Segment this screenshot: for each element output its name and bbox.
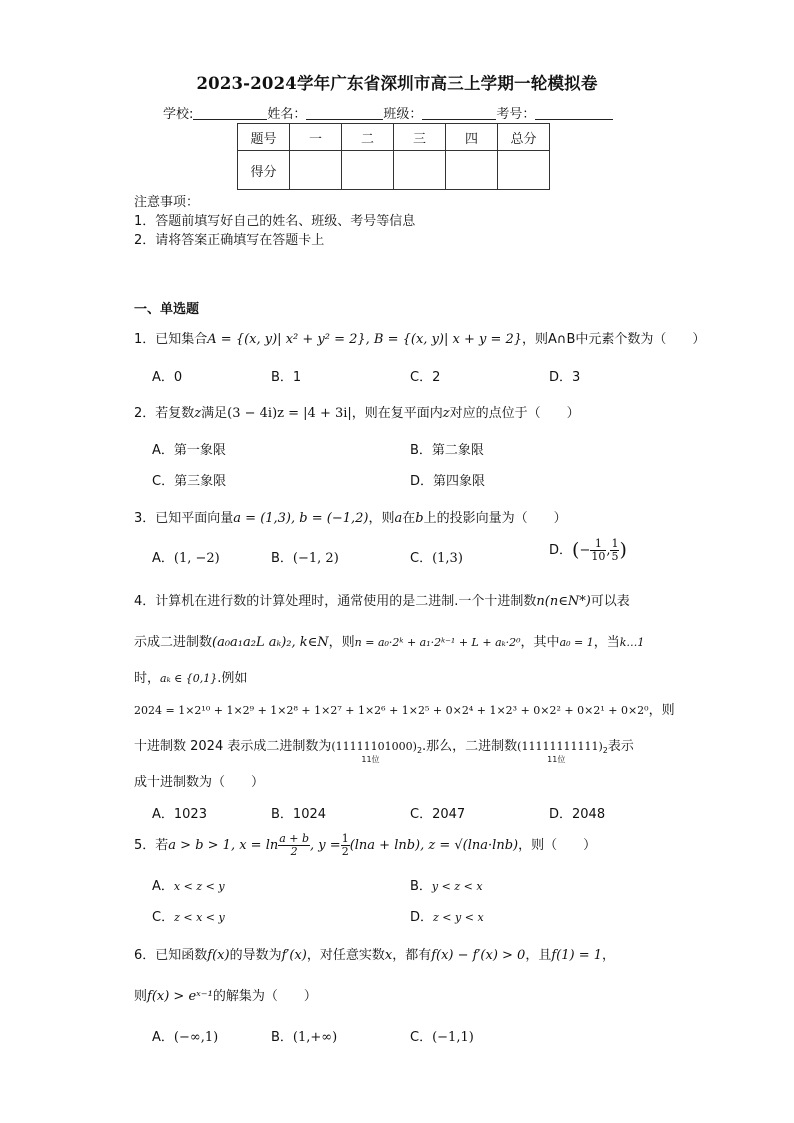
name-label: 姓名： (267, 107, 307, 122)
id-label: 考号： (496, 107, 536, 122)
score-header-cell: 一 (290, 124, 342, 151)
q5-math: a > b > 1, x = ln (168, 838, 279, 853)
notes-block (134, 193, 415, 250)
q6-option-c[interactable] (410, 1026, 474, 1045)
q1-suffix: ，则A∩B中元素个数为（ ） (522, 332, 706, 347)
score-header-cell: 三 (394, 124, 446, 151)
score-cell[interactable] (498, 151, 550, 190)
fraction: $\frac{1}{2}$ (341, 832, 349, 858)
q2-suffix: 对应的点位于（ ） (449, 406, 580, 421)
q1-prefix: 1．已知集合 (134, 332, 208, 347)
q2-equation: (3 − 4i)z = |4 + 3i| (227, 406, 352, 421)
notes-title: 注意事项： (134, 195, 200, 210)
q6-math: f(x) (207, 948, 230, 963)
q6-text: ，都有 (392, 948, 432, 963)
option-label: C． (152, 910, 175, 925)
option-label: C． (410, 1030, 433, 1045)
school-label: 学校: (163, 107, 194, 122)
q4-binary-1 (331, 739, 423, 764)
q1-option-b[interactable]: B．1 (271, 370, 302, 385)
q5-option-a[interactable] (152, 875, 225, 894)
q4-option-d[interactable]: D．2048 (549, 807, 606, 822)
q6-math: f(x) > eˣ⁻¹ (147, 989, 213, 1004)
q6-text: 的导数为 (229, 948, 282, 963)
q6-text: ，对任意实数 (306, 948, 385, 963)
q3-mid: ，则 (368, 511, 395, 526)
q3-option-c[interactable] (410, 547, 463, 566)
question-4-line5 (134, 735, 634, 764)
q3-option-a[interactable] (152, 547, 220, 566)
q2-option-d[interactable]: D．第四象限 (410, 474, 486, 489)
option-label: D． (410, 910, 434, 925)
comma: , (606, 543, 611, 558)
question-6-line1 (134, 944, 615, 963)
option-label: D． (549, 543, 573, 558)
q4-text: 十进制数 2024 表示成二进制数为 (134, 739, 332, 754)
q4-text: ，其中 (520, 635, 560, 650)
q6-option-b[interactable] (271, 1026, 337, 1045)
q4-text: 时， (134, 671, 161, 686)
q6-text: 的解集为（ ） (212, 989, 317, 1004)
binary-number: (11111101000) (331, 740, 417, 753)
score-cell[interactable] (394, 151, 446, 190)
q2-var: z (194, 406, 202, 421)
brace-note: 11位 (361, 755, 380, 764)
q2-option-a[interactable]: A．第一象限 (152, 443, 226, 458)
q4-text: 4．计算机在进行数的计算处理时，通常使用的是二进制.一个十进制数 (134, 594, 537, 609)
paren: ) (619, 539, 627, 561)
q6-math: f(x) − f′(x) > 0 (431, 948, 526, 963)
question-4-line3 (134, 667, 247, 686)
class-field[interactable] (422, 107, 496, 120)
score-cell[interactable] (446, 151, 498, 190)
q4-text: .那么，二进制数 (422, 739, 518, 754)
q3-suffix: 上的投影向量为（ ） (423, 511, 567, 526)
q4-math: a₀ = 1 (559, 636, 594, 649)
class-label: 班级： (383, 107, 423, 122)
fraction: $\frac{1}{5}$ (611, 537, 619, 563)
q4-text: ，当 (593, 635, 620, 650)
score-cell[interactable] (290, 151, 342, 190)
minus-sign: − (579, 543, 591, 558)
question-4-line6: 成十进制数为（ ） (134, 775, 265, 790)
score-row-label: 得分 (238, 151, 290, 190)
q1-option-a[interactable]: A．0 (152, 370, 183, 385)
q4-text: 表示 (607, 739, 634, 754)
q3-mid: 在 (402, 511, 416, 526)
q4-math: n = a₀·2ᵏ + a₁·2ᵏ⁻¹ + L + aₖ·2⁰ (354, 636, 521, 649)
q6-text: 则 (134, 989, 148, 1004)
question-5 (134, 833, 596, 858)
fraction: $\frac{a + b}{2}$ (279, 832, 310, 858)
option-value: x < z < y (173, 880, 225, 893)
question-4-line2 (134, 631, 644, 650)
q6-text: 6．已知函数 (134, 948, 208, 963)
option-value: (−∞,1) (173, 1030, 219, 1045)
vector-b: b (415, 511, 424, 526)
score-header-cell: 总分 (498, 124, 550, 151)
q4-binary-2 (517, 739, 608, 764)
q4-math: (a₀a₁a₂L aₖ)₂, k∈N (212, 635, 329, 650)
q4-math: aₖ ∈ {0,1} (160, 672, 218, 685)
binary-number: (11111111111) (517, 740, 603, 753)
question-2 (134, 402, 580, 421)
option-value: (−1,1) (432, 1030, 474, 1045)
q1-option-c[interactable]: C．2 (410, 370, 441, 385)
q4-math: n(n∈N*) (536, 594, 591, 609)
question-3 (134, 507, 567, 526)
q3-option-b[interactable] (271, 547, 339, 566)
q6-option-a[interactable] (152, 1026, 218, 1045)
base-subscript: 2 (416, 746, 423, 755)
q2-prefix: 2．若复数 (134, 406, 195, 421)
option-value: (1,+∞) (292, 1030, 338, 1045)
q5-option-d[interactable] (410, 906, 484, 925)
q4-option-b[interactable]: B．1024 (271, 807, 327, 822)
q5-option-c[interactable] (152, 906, 225, 925)
q5-math: , y = (310, 838, 341, 853)
paren: ( (572, 539, 580, 561)
question-4-line4 (134, 699, 675, 718)
q4-option-a[interactable]: A．1023 (152, 807, 207, 822)
option-value: y < z < x (431, 880, 483, 893)
notes-item: 1．答题前填写好自己的姓名、班级、考号等信息 (134, 214, 416, 229)
section-title: 一、单选题 (134, 302, 200, 317)
option-label: B． (410, 879, 432, 894)
q4-text: ，则 (648, 703, 675, 718)
q2-option-c[interactable]: C．第三象限 (152, 474, 227, 489)
q6-text: ，且 (525, 948, 552, 963)
q5-prefix: 5．若 (134, 838, 169, 853)
score-table-score-row (238, 151, 550, 190)
q5-suffix: ，则（ ） (518, 838, 597, 853)
q6-math: f(1) = 1 (551, 948, 603, 963)
q4-text: 示成二进制数 (134, 635, 213, 650)
q1-option-d[interactable]: D．3 (549, 370, 581, 385)
option-value: (−1, 2) (292, 551, 339, 566)
q4-text: 可以表 (590, 594, 630, 609)
vector-a: a (394, 511, 403, 526)
q6-math: x (384, 948, 393, 963)
option-label: A． (152, 551, 174, 566)
option-label: B． (271, 551, 293, 566)
option-label: A． (152, 879, 174, 894)
brace-note: 11位 (547, 755, 566, 764)
q5-math: (lna + lnb), z = √(lna·lnb) (349, 838, 519, 853)
score-header-cell: 二 (342, 124, 394, 151)
option-label: A． (152, 1030, 174, 1045)
name-field[interactable] (306, 107, 383, 120)
student-info-row (163, 103, 613, 122)
page-title: 2023-2024学年广东省深圳市高三上学期一轮模拟卷 (196, 74, 598, 93)
q4-math: k…1 (619, 636, 645, 649)
q6-text: ， (602, 948, 616, 963)
q4-option-c[interactable]: C．2047 (410, 807, 466, 822)
base-subscript: 2 (602, 746, 608, 755)
q2-mid: 满足 (201, 406, 228, 421)
option-value: (1, −2) (173, 551, 220, 566)
fraction: $\frac{1}{10}$ (591, 537, 606, 563)
question-6-line2 (134, 985, 317, 1004)
question-4-line1 (134, 590, 630, 609)
q5-option-b[interactable] (410, 875, 483, 894)
q2-option-b[interactable]: B．第二象限 (410, 443, 484, 458)
q4-text: .例如 (217, 671, 248, 686)
q2-var: z (442, 406, 450, 421)
option-value: z < x < y (174, 911, 225, 924)
q3-vectors: a = (1,3), b = (−1,2) (233, 511, 369, 526)
option-value: z < y < x (433, 911, 484, 924)
id-field[interactable] (535, 107, 613, 120)
q6-math: f′(x) (281, 948, 307, 963)
q2-mid: ，则在复平面内 (351, 406, 443, 421)
score-table (237, 123, 550, 190)
score-table-header-row (238, 124, 550, 151)
notes-item: 2．请将答案正确填写在答题卡上 (134, 233, 325, 248)
score-header-cell: 题号 (238, 124, 290, 151)
option-label: C． (410, 551, 433, 566)
question-1 (134, 328, 705, 347)
score-cell[interactable] (342, 151, 394, 190)
school-field[interactable] (193, 107, 267, 120)
q4-expansion: 2024 = 1×2¹⁰ + 1×2⁹ + 1×2⁸ + 1×2⁷ + 1×2⁶ + 1×2⁵ + 0×2⁴ + 1×2³ + 0×2² + 0×2¹ + 0×2⁰ (134, 704, 649, 717)
option-label: B． (271, 1030, 293, 1045)
score-header-cell: 四 (446, 124, 498, 151)
option-value: (1,3) (432, 551, 463, 566)
q1-sets: A = {(x, y)| x² + y² = 2}, B = {(x, y)| x + y = 2} (207, 332, 523, 347)
q3-option-d[interactable] (549, 538, 627, 563)
q3-prefix: 3．已知平面向量 (134, 511, 234, 526)
q4-text: ，则 (328, 635, 355, 650)
